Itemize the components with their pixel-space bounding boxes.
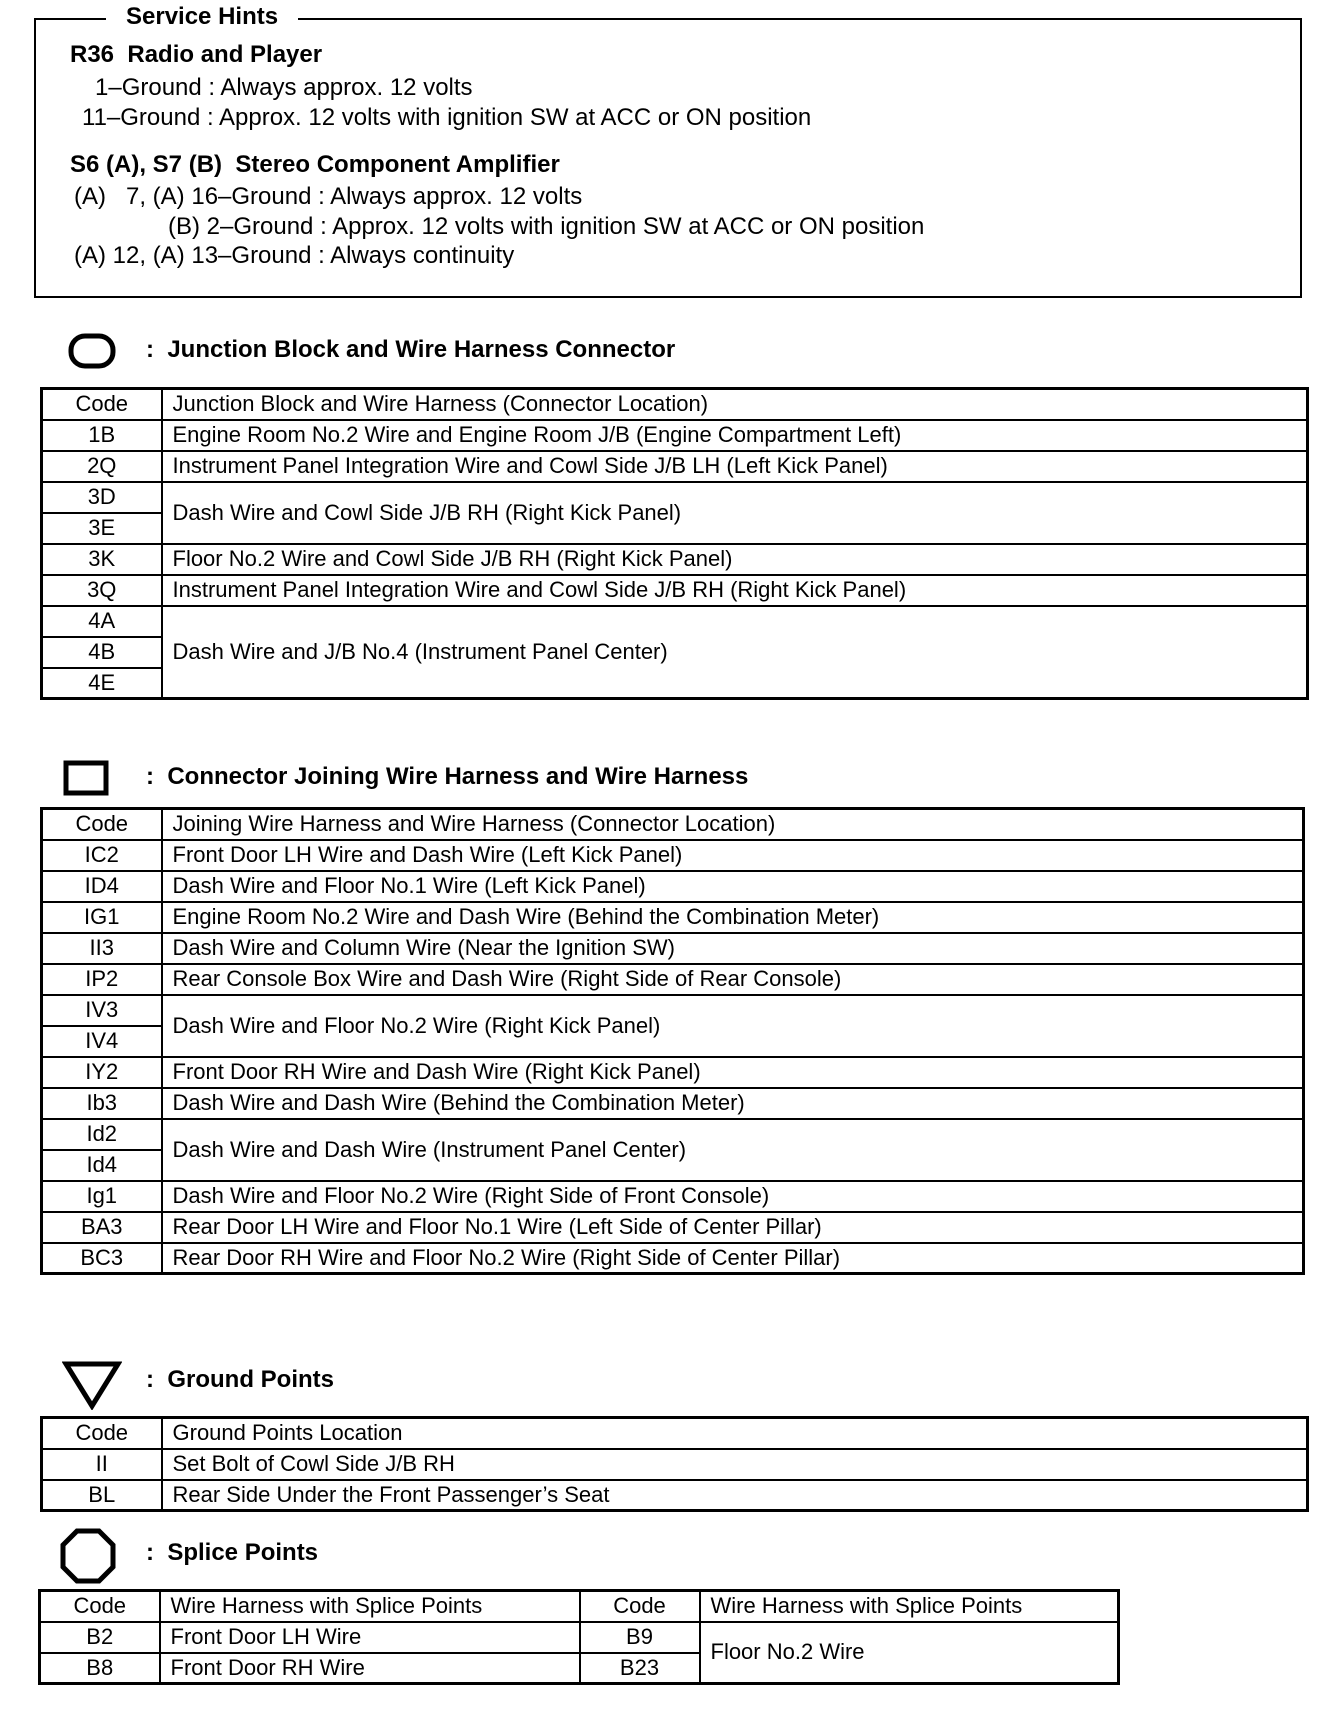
header-code: Code (42, 809, 162, 840)
code-cell: 4B (42, 637, 162, 668)
code-cell: 4A (42, 606, 162, 637)
junction-section-title: : Junction Block and Wire Harness Connector (146, 336, 676, 363)
header-harness: Wire Harness with Splice Points (700, 1591, 1119, 1622)
location-cell: Dash Wire and Floor No.2 Wire (Right Side of Front Console) (162, 1181, 1304, 1212)
table-row (42, 1119, 1304, 1150)
location-cell: Dash Wire and Cowl Side J/B RH (Right Kick Panel) (162, 482, 1308, 544)
table-row (40, 1622, 1119, 1653)
table-row (42, 1088, 1304, 1119)
header-location: Ground Points Location (162, 1418, 1308, 1449)
code-cell: Ig1 (42, 1181, 162, 1212)
table-header-row (42, 389, 1308, 420)
header-harness: Wire Harness with Splice Points (160, 1591, 580, 1622)
harness-cell: Floor No.2 Wire (700, 1622, 1119, 1684)
table-row (42, 606, 1308, 637)
code-cell: IV3 (42, 995, 162, 1026)
table-header-row (42, 809, 1304, 840)
code-cell: 3E (42, 513, 162, 544)
connector-section-title: : Connector Joining Wire Harness and Wire Harness (146, 763, 749, 790)
code-cell: II3 (42, 933, 162, 964)
code-cell: 4E (42, 668, 162, 699)
table-row (42, 1057, 1304, 1088)
code-cell: IG1 (42, 902, 162, 933)
rounded-rectangle-icon (68, 333, 116, 369)
ground-table (40, 1416, 1309, 1512)
code-cell: IC2 (42, 840, 162, 871)
code-cell: B2 (40, 1622, 160, 1653)
table-header-row (40, 1591, 1119, 1622)
splice-section-title: : Splice Points (146, 1539, 319, 1566)
connector-table (40, 807, 1305, 1275)
code-cell: B23 (580, 1653, 700, 1684)
code-cell: 2Q (42, 451, 162, 482)
table-row (42, 902, 1304, 933)
location-cell: Floor No.2 Wire and Cowl Side J/B RH (Right Kick Panel) (162, 544, 1308, 575)
code-cell: B8 (40, 1653, 160, 1684)
location-cell: Instrument Panel Integration Wire and Cowl Side J/B RH (Right Kick Panel) (162, 575, 1308, 606)
s6s7-line-3: (A) 12, (A) 13–Ground : Always continuity (74, 242, 515, 269)
code-cell: II (42, 1449, 162, 1480)
table-row (42, 420, 1308, 451)
table-row (42, 840, 1304, 871)
code-cell: 3K (42, 544, 162, 575)
table-row (42, 1243, 1304, 1274)
table-header-row (42, 1418, 1308, 1449)
location-cell: Front Door LH Wire and Dash Wire (Left Kick Panel) (162, 840, 1304, 871)
code-cell: 3Q (42, 575, 162, 606)
octagon-icon (60, 1528, 116, 1584)
code-cell: Id2 (42, 1119, 162, 1150)
code-cell: Id4 (42, 1150, 162, 1181)
table-row (42, 1212, 1304, 1243)
ground-section-title: : Ground Points (146, 1366, 334, 1393)
code-cell: Ib3 (42, 1088, 162, 1119)
location-cell: Dash Wire and Floor No.1 Wire (Left Kick Panel) (162, 871, 1304, 902)
code-cell: 1B (42, 420, 162, 451)
s6s7-title: S6 (A), S7 (B) Stereo Component Amplifier (70, 151, 560, 178)
header-location: Joining Wire Harness and Wire Harness (Connector Location) (162, 809, 1304, 840)
location-cell: Engine Room No.2 Wire and Dash Wire (Behind the Combination Meter) (162, 902, 1304, 933)
s6s7-line-2: (B) 2–Ground : Approx. 12 volts with ignition SW at ACC or ON position (168, 213, 925, 240)
square-icon (63, 760, 109, 796)
r36-title: R36 Radio and Player (70, 41, 323, 68)
header-code: Code (580, 1591, 700, 1622)
table-row (42, 871, 1304, 902)
splice-table (38, 1589, 1120, 1685)
service-hints-legend: Service Hints (106, 2, 298, 32)
location-cell: Dash Wire and Dash Wire (Behind the Combination Meter) (162, 1088, 1304, 1119)
location-cell: Front Door RH Wire and Dash Wire (Right Kick Panel) (162, 1057, 1304, 1088)
location-cell: Dash Wire and Column Wire (Near the Ignition SW) (162, 933, 1304, 964)
s6s7-line-1: (A) 7, (A) 16–Ground : Always approx. 12 volts (74, 183, 583, 210)
code-cell: IP2 (42, 964, 162, 995)
code-cell: BL (42, 1480, 162, 1511)
location-cell: Set Bolt of Cowl Side J/B RH (162, 1449, 1308, 1480)
table-row (42, 964, 1304, 995)
table-row (42, 995, 1304, 1026)
location-cell: Dash Wire and Floor No.2 Wire (Right Kick Panel) (162, 995, 1304, 1057)
location-cell: Rear Side Under the Front Passenger’s Seat (162, 1480, 1308, 1511)
header-location: Junction Block and Wire Harness (Connector Location) (162, 389, 1308, 420)
table-row (42, 1480, 1308, 1511)
location-cell: Engine Room No.2 Wire and Engine Room J/B (Engine Compartment Left) (162, 420, 1308, 451)
r36-line-2: 11–Ground : Approx. 12 volts with ignition SW at ACC or ON position (82, 104, 812, 131)
location-cell: Rear Door RH Wire and Floor No.2 Wire (Right Side of Center Pillar) (162, 1243, 1304, 1274)
triangle-down-icon (62, 1360, 122, 1410)
table-row (42, 451, 1308, 482)
code-cell: IY2 (42, 1057, 162, 1088)
junction-table (40, 387, 1309, 700)
code-cell: ID4 (42, 871, 162, 902)
table-row (42, 544, 1308, 575)
header-code: Code (42, 389, 162, 420)
r36-line-1: 1–Ground : Always approx. 12 volts (95, 74, 473, 101)
header-code: Code (40, 1591, 160, 1622)
code-cell: IV4 (42, 1026, 162, 1057)
location-cell: Rear Console Box Wire and Dash Wire (Right Side of Rear Console) (162, 964, 1304, 995)
harness-cell: Front Door LH Wire (160, 1622, 580, 1653)
code-cell: B9 (580, 1622, 700, 1653)
code-cell: BA3 (42, 1212, 162, 1243)
location-cell: Rear Door LH Wire and Floor No.1 Wire (Left Side of Center Pillar) (162, 1212, 1304, 1243)
location-cell: Dash Wire and Dash Wire (Instrument Panel Center) (162, 1119, 1304, 1181)
location-cell: Instrument Panel Integration Wire and Cowl Side J/B LH (Left Kick Panel) (162, 451, 1308, 482)
table-row (42, 933, 1304, 964)
table-row (42, 482, 1308, 513)
table-row (42, 1449, 1308, 1480)
harness-cell: Front Door RH Wire (160, 1653, 580, 1684)
code-cell: 3D (42, 482, 162, 513)
table-row (42, 1181, 1304, 1212)
location-cell: Dash Wire and J/B No.4 (Instrument Panel Center) (162, 606, 1308, 699)
header-code: Code (42, 1418, 162, 1449)
code-cell: BC3 (42, 1243, 162, 1274)
table-row (42, 575, 1308, 606)
